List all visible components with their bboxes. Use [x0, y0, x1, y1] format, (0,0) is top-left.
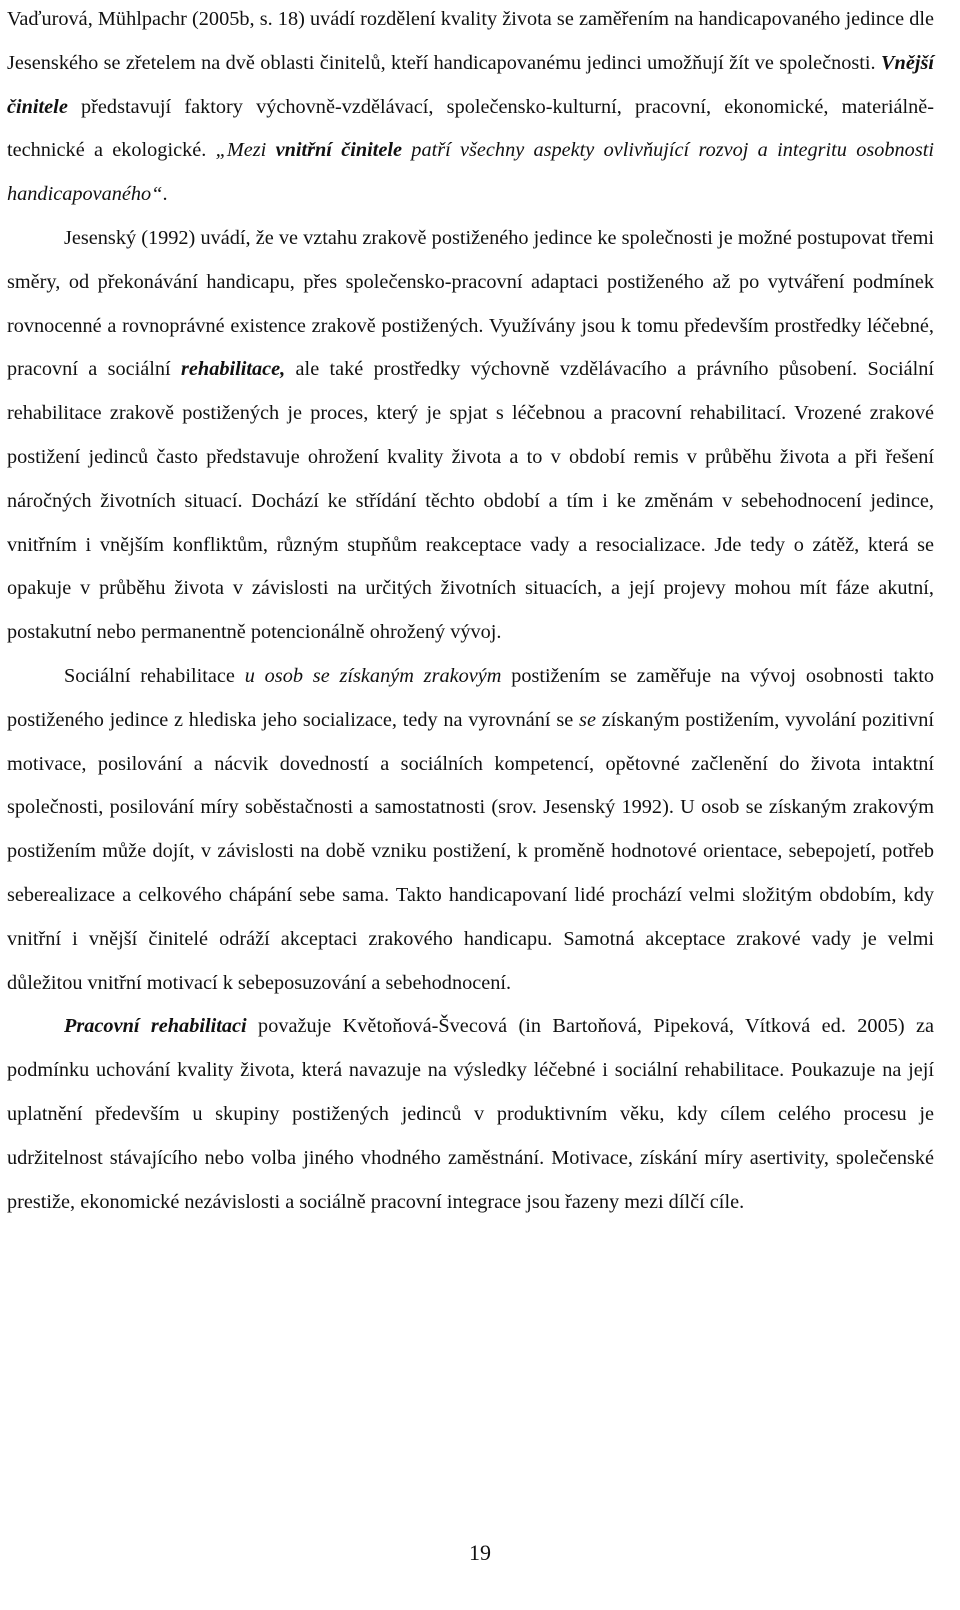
text-run: představují faktory výchovně-vzdělávací, společensko-kulturní, pracovní, ekonomické, materiálně-technické a ekologické. — [7, 95, 934, 162]
term-work-rehabilitation: Pracovní rehabilitaci — [64, 1015, 247, 1038]
page-number: 19 — [469, 1540, 491, 1565]
text-run: ale také prostředky výchovně vzdělávacího a právního působení. Sociální rehabilitace zrakově postižených je proces, který je spjat s léčebnou a pracovní rehabilitací. Vrozené zrakové postižení jedinců často představuje ohrožení kvality života a to v období remis v průběhu života a při řešení náročných životních situací. Dochází ke střídání těchto období a tím i ke změnám v sebehodnocení jedince, vnitřním i vnějším konfliktům, různým stupňům reakceptace vady a resocializace. Jde tedy o zátěž, která se opakuje v průběhu života v závislosti na určitých životních situacích, a její projevy mohou mít fáze akutní, postakutní nebo permanentně potencionálně ohrožený vývoj. — [7, 358, 934, 644]
paragraph-rehabilitation-directions — [7, 217, 934, 655]
text-run: Vaďurová, Mühlpachr (2005b, s. 18) uvádí rozdělení kvality života se zaměřením na handicapovaného jedince dle Jesenského se zřetelem na dvě oblasti činitelů, kteří handicapovanému jedinci umožňují žít ve společnosti. — [7, 8, 934, 74]
paragraph-work-rehabilitation — [7, 1005, 934, 1224]
quote-run: patří všechny aspekty ovlivňující rozvoj a integritu osobnosti handicapovaného“ — [7, 139, 934, 206]
quote-run: „Mezi — [215, 139, 276, 162]
text-run: považuje Květoňová-Švecová (in Bartoňová, Pipeková, Vítková ed. 2005) za podmínku uchování kvality života, která navazuje na výsledky léčebné i sociální rehabilitace. Poukazuje na její uplatnění především u skupiny postižených jedinců v produktivním věku, kdy cílem celého procesu je udržitelnost stávajícího nebo volba jiného vhodného zaměstnání. Motivace, získání míry asertivity, společenské prestiže, ekonomické nezávislosti a sociálně pracovní integrace jsou řazeny mezi dílčí cíle. — [7, 1015, 935, 1213]
text-run: . — [162, 183, 168, 206]
text-run: Sociální rehabilitace — [64, 664, 245, 687]
term-rehabilitation: rehabilitace, — [181, 358, 286, 381]
term-external-factors: Vnější činitele — [7, 51, 934, 118]
text-run: Jesenský (1992) uvádí, že ve vztahu zrakově postiženého jedince ke společnosti je možné postupovat třemi směry, od překonávání handicapu, přes společensko-pracovní adaptaci postiženého až po vytváření podmínek rovnocenné a rovnoprávné existence zrakově postižených. Využívány jsou k tomu především prostředky léčebné, pracovní a sociální — [7, 226, 934, 381]
emphasis-run: u osob se získaným zrakovým — [244, 664, 502, 687]
document-page — [7, 0, 934, 1224]
text-run: získaným postižením, vyvolání pozitivní motivace, posilování a nácvik dovedností a sociálních kompetencí, opětovné začlenění do života intaktní společnosti, posilování míry soběstačnosti a samostatnosti (srov. Jesenský 1992). U osob se získaným zrakovým postižením může dojít, v závislosti na době vzniku postižení, k proměně hodnotové orientace, sebepojetí, potřeb seberealizace a celkového chápání sebe sama. Takto handicapovaní lidé prochází velmi složitým obdobím, kdy vnitřní i vnější činitelé odráží akceptaci zrakového handicapu. Samotná akceptace zrakové vady je velmi důležitou vnitřní motivací k sebeposuzování a sebehodnocení. — [7, 708, 934, 994]
text-run: postižením se zaměřuje na vývoj osobnosti takto postiženého jedince z hlediska jeho socializace, tedy na vyrovnání se — [7, 664, 934, 731]
term-internal-factors: vnitřní činitele — [275, 139, 403, 162]
paragraph-quality-of-life-factors — [7, 0, 934, 217]
emphasis-run: se — [579, 708, 596, 731]
paragraph-social-rehabilitation — [7, 655, 934, 1005]
